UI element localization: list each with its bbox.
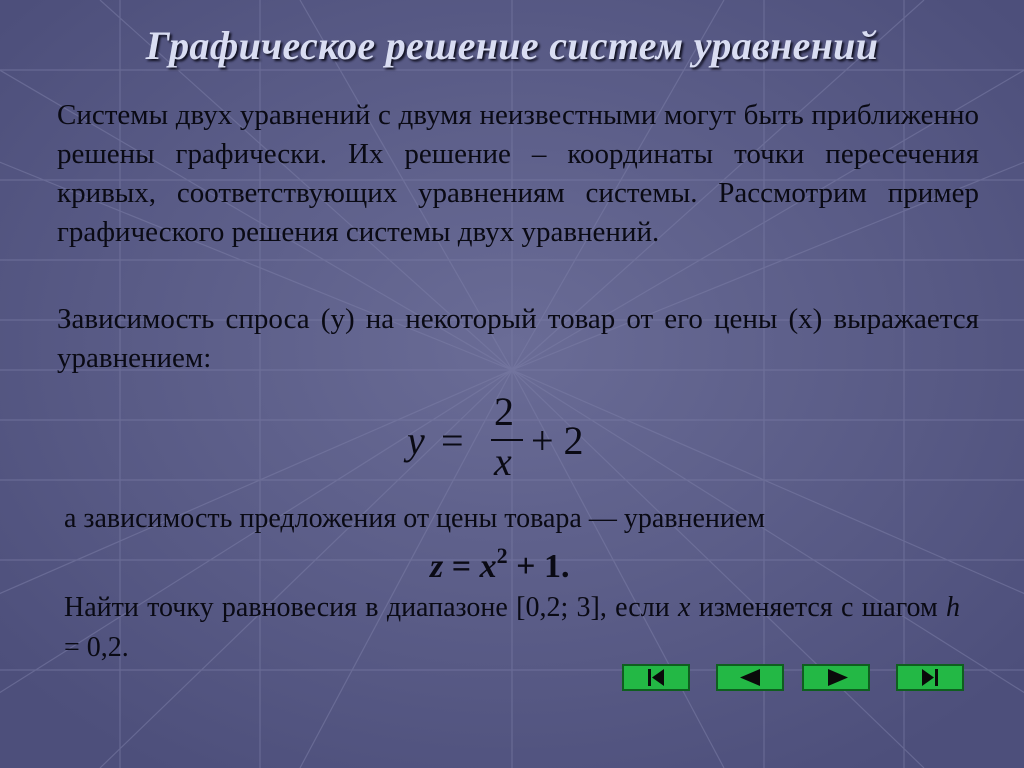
skip-to-end-icon <box>898 666 962 689</box>
fraction-denominator: x <box>494 439 512 484</box>
skip-to-start-icon <box>624 666 688 689</box>
task-var-x: x <box>678 592 691 623</box>
formula-var-z: z <box>430 548 444 585</box>
slide-title: Графическое решение систем уравнений <box>145 23 879 68</box>
formula2-plus-constant: + 1. <box>507 548 570 585</box>
task-var-h: h <box>946 592 961 623</box>
task-text-part3: = 0,2. <box>64 632 129 663</box>
formula-plus-constant: + 2 <box>531 418 584 463</box>
supply-intro-text: а зависимость предложения от цены товара — уравнением <box>64 503 766 534</box>
first-slide-button[interactable] <box>622 664 690 691</box>
demand-paragraph: Зависимость спроса (у) на некоторый товар от его цены (х) выражается уравнением: <box>57 303 979 374</box>
formula-var-x: x <box>479 548 497 585</box>
formula-lhs-y: y <box>407 418 425 463</box>
fraction-numerator: 2 <box>494 389 514 434</box>
previous-slide-button[interactable] <box>716 664 784 691</box>
task-paragraph <box>64 588 960 668</box>
task-text-part1: Найти точку равновесия в диапазоне [0,2; 3], если <box>64 592 678 623</box>
next-slide-button[interactable] <box>802 664 870 691</box>
task-text-part2: изменяется с шагом <box>690 592 947 623</box>
intro-paragraph: Системы двух уравнений с двумя неизвестными могут быть приближенно решены графически. Их решение – координаты точки пересечения кривых, соответствующих уравнениям системы. Рассмотрим пример графического решения системы двух уравнений. <box>57 99 979 248</box>
formula-exponent: 2 <box>496 543 508 568</box>
formula-equals-sign: = <box>441 418 464 463</box>
supply-formula <box>430 543 569 586</box>
formula2-equals: = <box>443 548 480 585</box>
triangle-left-icon <box>718 666 782 689</box>
triangle-right-icon <box>804 666 868 689</box>
last-slide-button[interactable] <box>896 664 964 691</box>
